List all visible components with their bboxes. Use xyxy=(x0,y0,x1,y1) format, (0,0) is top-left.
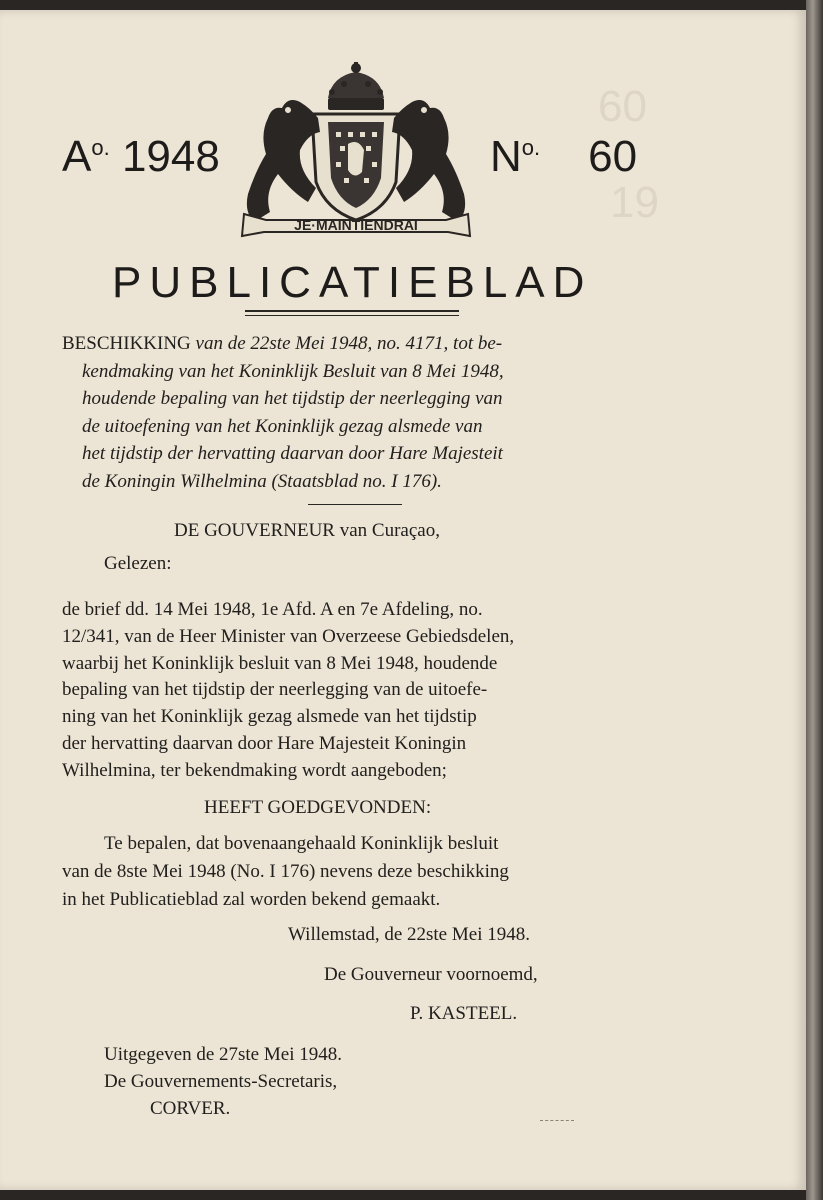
signer-name: P. KASTEEL. xyxy=(410,1003,518,1024)
title-rule xyxy=(245,310,459,312)
decree-heading: BESCHIKKING van de 22ste Mei 1948, no. 4171, tot be- kendmaking van het Koninklijk Besluit van 8 Mei 1948, houdende bepaling van het tijdstip der neerlegging van de uitoefening van het Koninklijk gezag alsmede van het tijdstip der hervatting daarvan door Hare Majesteit de Koningin Wilhelmina (Staatsblad no. I 176). xyxy=(62,333,504,492)
bleed-through: 19 xyxy=(610,178,659,227)
governor-line: DE GOUVERNEUR van Curaçao, xyxy=(174,520,440,541)
issued-line: Uitgegeven de 27ste Mei 1948. xyxy=(104,1044,342,1065)
document-page xyxy=(0,10,806,1190)
place-date: Willemstad, de 22ste Mei 1948. xyxy=(288,924,530,945)
title-rule xyxy=(245,315,459,316)
secretary-name: CORVER. xyxy=(150,1098,231,1119)
book-edge xyxy=(806,0,823,1200)
bleed-through: 60 xyxy=(598,82,647,131)
issue-number: $N^{o.}$ 60 xyxy=(490,132,638,181)
coat-of-arms-icon xyxy=(236,62,476,240)
publication-title: PUBLICATIEBLAD xyxy=(112,258,593,307)
section-divider xyxy=(308,504,402,505)
crest-motto: JE·MAINTIENDRAI xyxy=(294,217,418,233)
page-mark xyxy=(540,1120,574,1121)
heeft-heading: HEEFT GOEDGEVONDEN: xyxy=(204,797,432,818)
gelezen-label: Gelezen: xyxy=(104,553,172,574)
body-paragraph: de brief dd. 14 Mei 1948, 1e Afd. A en 7e Afdeling, no. 12/341, van de Heer Minister van Overzeese Gebiedsdelen, waarbij het Koninklijk besluit van 8 Mei 1948, houdende bepaling van het tijdstip der neerlegging van de uitoefe- ning van het Koninklijk gezag alsmede van het tijdstip der hervatting daarvan door Hare Majesteit Koningin Wilhelmina, ter bekendmaking wordt aangeboden; xyxy=(62,599,515,781)
secretary-title: De Gouvernements-Secretaris, xyxy=(104,1071,338,1092)
signer-title: De Gouverneur voornoemd, xyxy=(324,964,538,985)
year-label: $A^{o.}$ 1948 xyxy=(62,132,220,181)
decision-paragraph: Te bepalen, dat bovenaangehaald Koninklijk besluit van de 8ste Mei 1948 (No. I 176) nevens deze beschikking in het Publicatieblad zal worden bekend gemaakt. xyxy=(62,833,509,910)
